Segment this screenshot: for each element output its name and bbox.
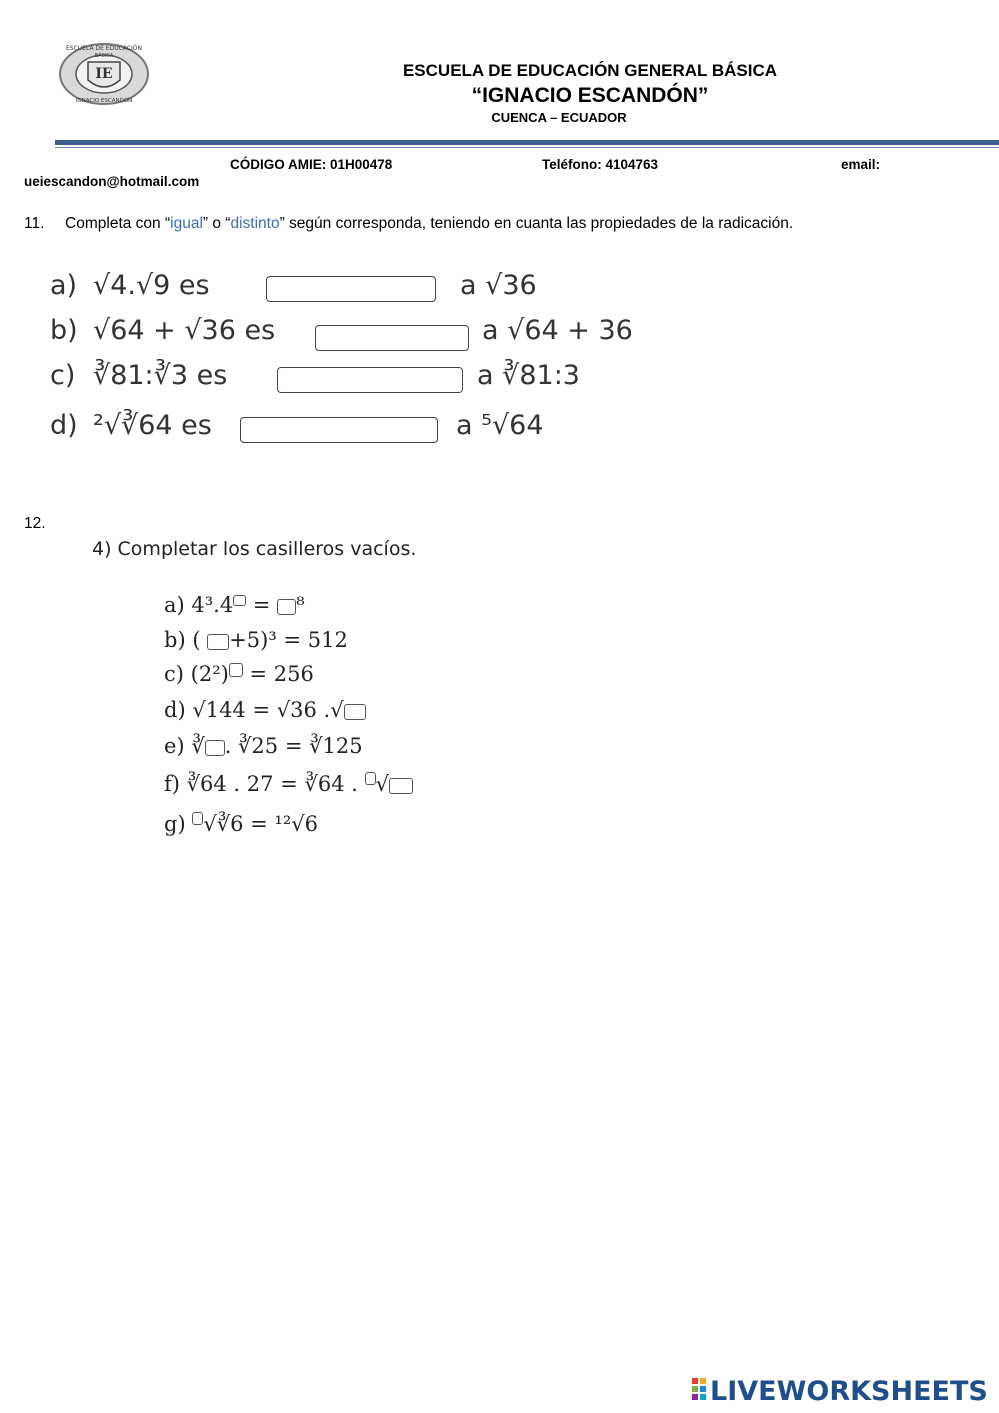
q12-f-box-index[interactable] xyxy=(365,772,376,785)
q12-item-f-label: f) xyxy=(164,772,180,796)
logo-square-orange xyxy=(700,1378,706,1384)
item-b-left: √64 + √36 es xyxy=(93,315,276,346)
header-divider xyxy=(55,140,999,145)
school-logo xyxy=(58,40,150,106)
q12-item-c-text1: (2²) xyxy=(190,662,229,686)
footer-brand: LIVEWORKSHEETS xyxy=(710,1376,988,1406)
q12-item-b-text2: +5)³ = 512 xyxy=(229,628,348,652)
question-11 xyxy=(24,215,793,233)
q12-item-a-label: a) xyxy=(164,593,185,617)
question-12-title: 4) Completar los casilleros vacíos. xyxy=(92,538,417,560)
phone-number: Teléfono: 4104763 xyxy=(542,157,659,172)
q12-item-e xyxy=(164,734,363,758)
q12-item-e-label: e) xyxy=(164,734,185,758)
email-label: email: xyxy=(841,157,881,172)
liveworksheets-logo xyxy=(690,1372,990,1406)
item-a-answer-box[interactable] xyxy=(266,276,436,302)
item-b-answer-box[interactable] xyxy=(315,325,469,351)
item-d-label: d) xyxy=(50,410,78,441)
item-a-label: a) xyxy=(50,270,78,301)
q12-item-b-label: b) xyxy=(164,628,186,652)
logo-square-red xyxy=(692,1378,698,1384)
q12-item-a-text1: 4³.4 xyxy=(191,593,234,617)
q12-a-box-exponent[interactable] xyxy=(233,595,246,606)
item-b-right: a √64 + 36 xyxy=(482,315,633,346)
q12-d-box[interactable] xyxy=(344,704,366,720)
q12-item-c xyxy=(164,662,314,686)
question-11-text-before: Completa con “ xyxy=(65,215,171,232)
q12-g-box-index[interactable] xyxy=(192,812,203,825)
email-value: ueiescandon@hotmail.com xyxy=(24,174,200,189)
logo-square-blue xyxy=(700,1386,706,1392)
school-title: ESCUELA DE EDUCACIÓN GENERAL BÁSICA xyxy=(402,61,778,80)
question-11-text-mid: ” o “ xyxy=(202,215,231,232)
logo-bottom-text: IGNACIO ESCANDÓN xyxy=(75,98,133,104)
q12-item-c-label: c) xyxy=(164,662,184,686)
item-d-answer-box[interactable] xyxy=(240,417,438,443)
item-c-right: a ∛81:3 xyxy=(477,360,580,391)
item-d-right: a ⁵√64 xyxy=(456,410,544,441)
item-a-right: a √36 xyxy=(460,270,537,301)
q12-item-b-text1: ( xyxy=(192,628,208,652)
q12-f-box-radicand[interactable] xyxy=(389,778,413,794)
item-c-label: c) xyxy=(50,360,76,391)
question-12-number: 12. xyxy=(24,515,46,532)
word-igual: igual xyxy=(170,215,203,232)
q12-item-b xyxy=(164,628,348,652)
logo-square-purple xyxy=(692,1394,698,1400)
school-name: “IGNACIO ESCANDÓN” xyxy=(471,84,709,107)
q12-e-box[interactable] xyxy=(205,740,225,756)
q12-item-d xyxy=(164,698,366,722)
q12-item-e-text2: . ∛25 = ∛125 xyxy=(224,734,363,758)
logo-initials: IE xyxy=(95,66,113,82)
question-11-text-after: ” según corresponda, teniendo en cuanta las propiedades de la radicación. xyxy=(279,215,794,232)
q12-item-g-label: g) xyxy=(164,812,186,836)
word-distinto: distinto xyxy=(230,215,280,232)
q12-item-a-text2: = xyxy=(246,593,278,617)
school-city: CUENCA – ECUADOR xyxy=(491,110,627,125)
q12-item-d-text1: √144 = √36 .√ xyxy=(192,698,344,722)
amie-code: CÓDIGO AMIE: 01H00478 xyxy=(230,157,393,172)
logo-sub-text: BÁSICA xyxy=(94,53,114,59)
logo-top-text: ESCUELA DE EDUCACIÓN xyxy=(66,45,142,52)
question-11-number: 11. xyxy=(24,215,45,232)
q12-item-c-text2: = 256 xyxy=(242,662,314,686)
logo-square-green xyxy=(692,1386,698,1392)
q12-item-a xyxy=(164,593,305,617)
logo-square-teal xyxy=(700,1394,706,1400)
q12-item-f-text2: √ xyxy=(375,772,389,796)
header-divider-thin xyxy=(55,147,999,148)
q12-c-box[interactable] xyxy=(229,663,243,677)
q12-b-box[interactable] xyxy=(207,634,229,650)
q12-item-f-text1: ∛64 . 27 = ∛64 . xyxy=(186,772,365,796)
q12-item-e-text1: ∛ xyxy=(191,734,205,758)
item-b-label: b) xyxy=(50,315,78,346)
q12-item-g xyxy=(164,812,318,836)
q12-item-g-text1: √∛6 = ¹²√6 xyxy=(203,812,318,836)
q12-a-box-base[interactable] xyxy=(277,599,296,615)
q12-item-a-text3: ⁸ xyxy=(296,593,305,617)
item-c-answer-box[interactable] xyxy=(277,367,463,393)
item-c-left: ∛81:∛3 es xyxy=(93,360,228,391)
q12-item-f xyxy=(164,772,413,796)
q12-item-d-label: d) xyxy=(164,698,186,722)
item-a-left: √4.√9 es xyxy=(93,270,210,301)
item-d-left: ²√∛64 es xyxy=(93,410,212,441)
